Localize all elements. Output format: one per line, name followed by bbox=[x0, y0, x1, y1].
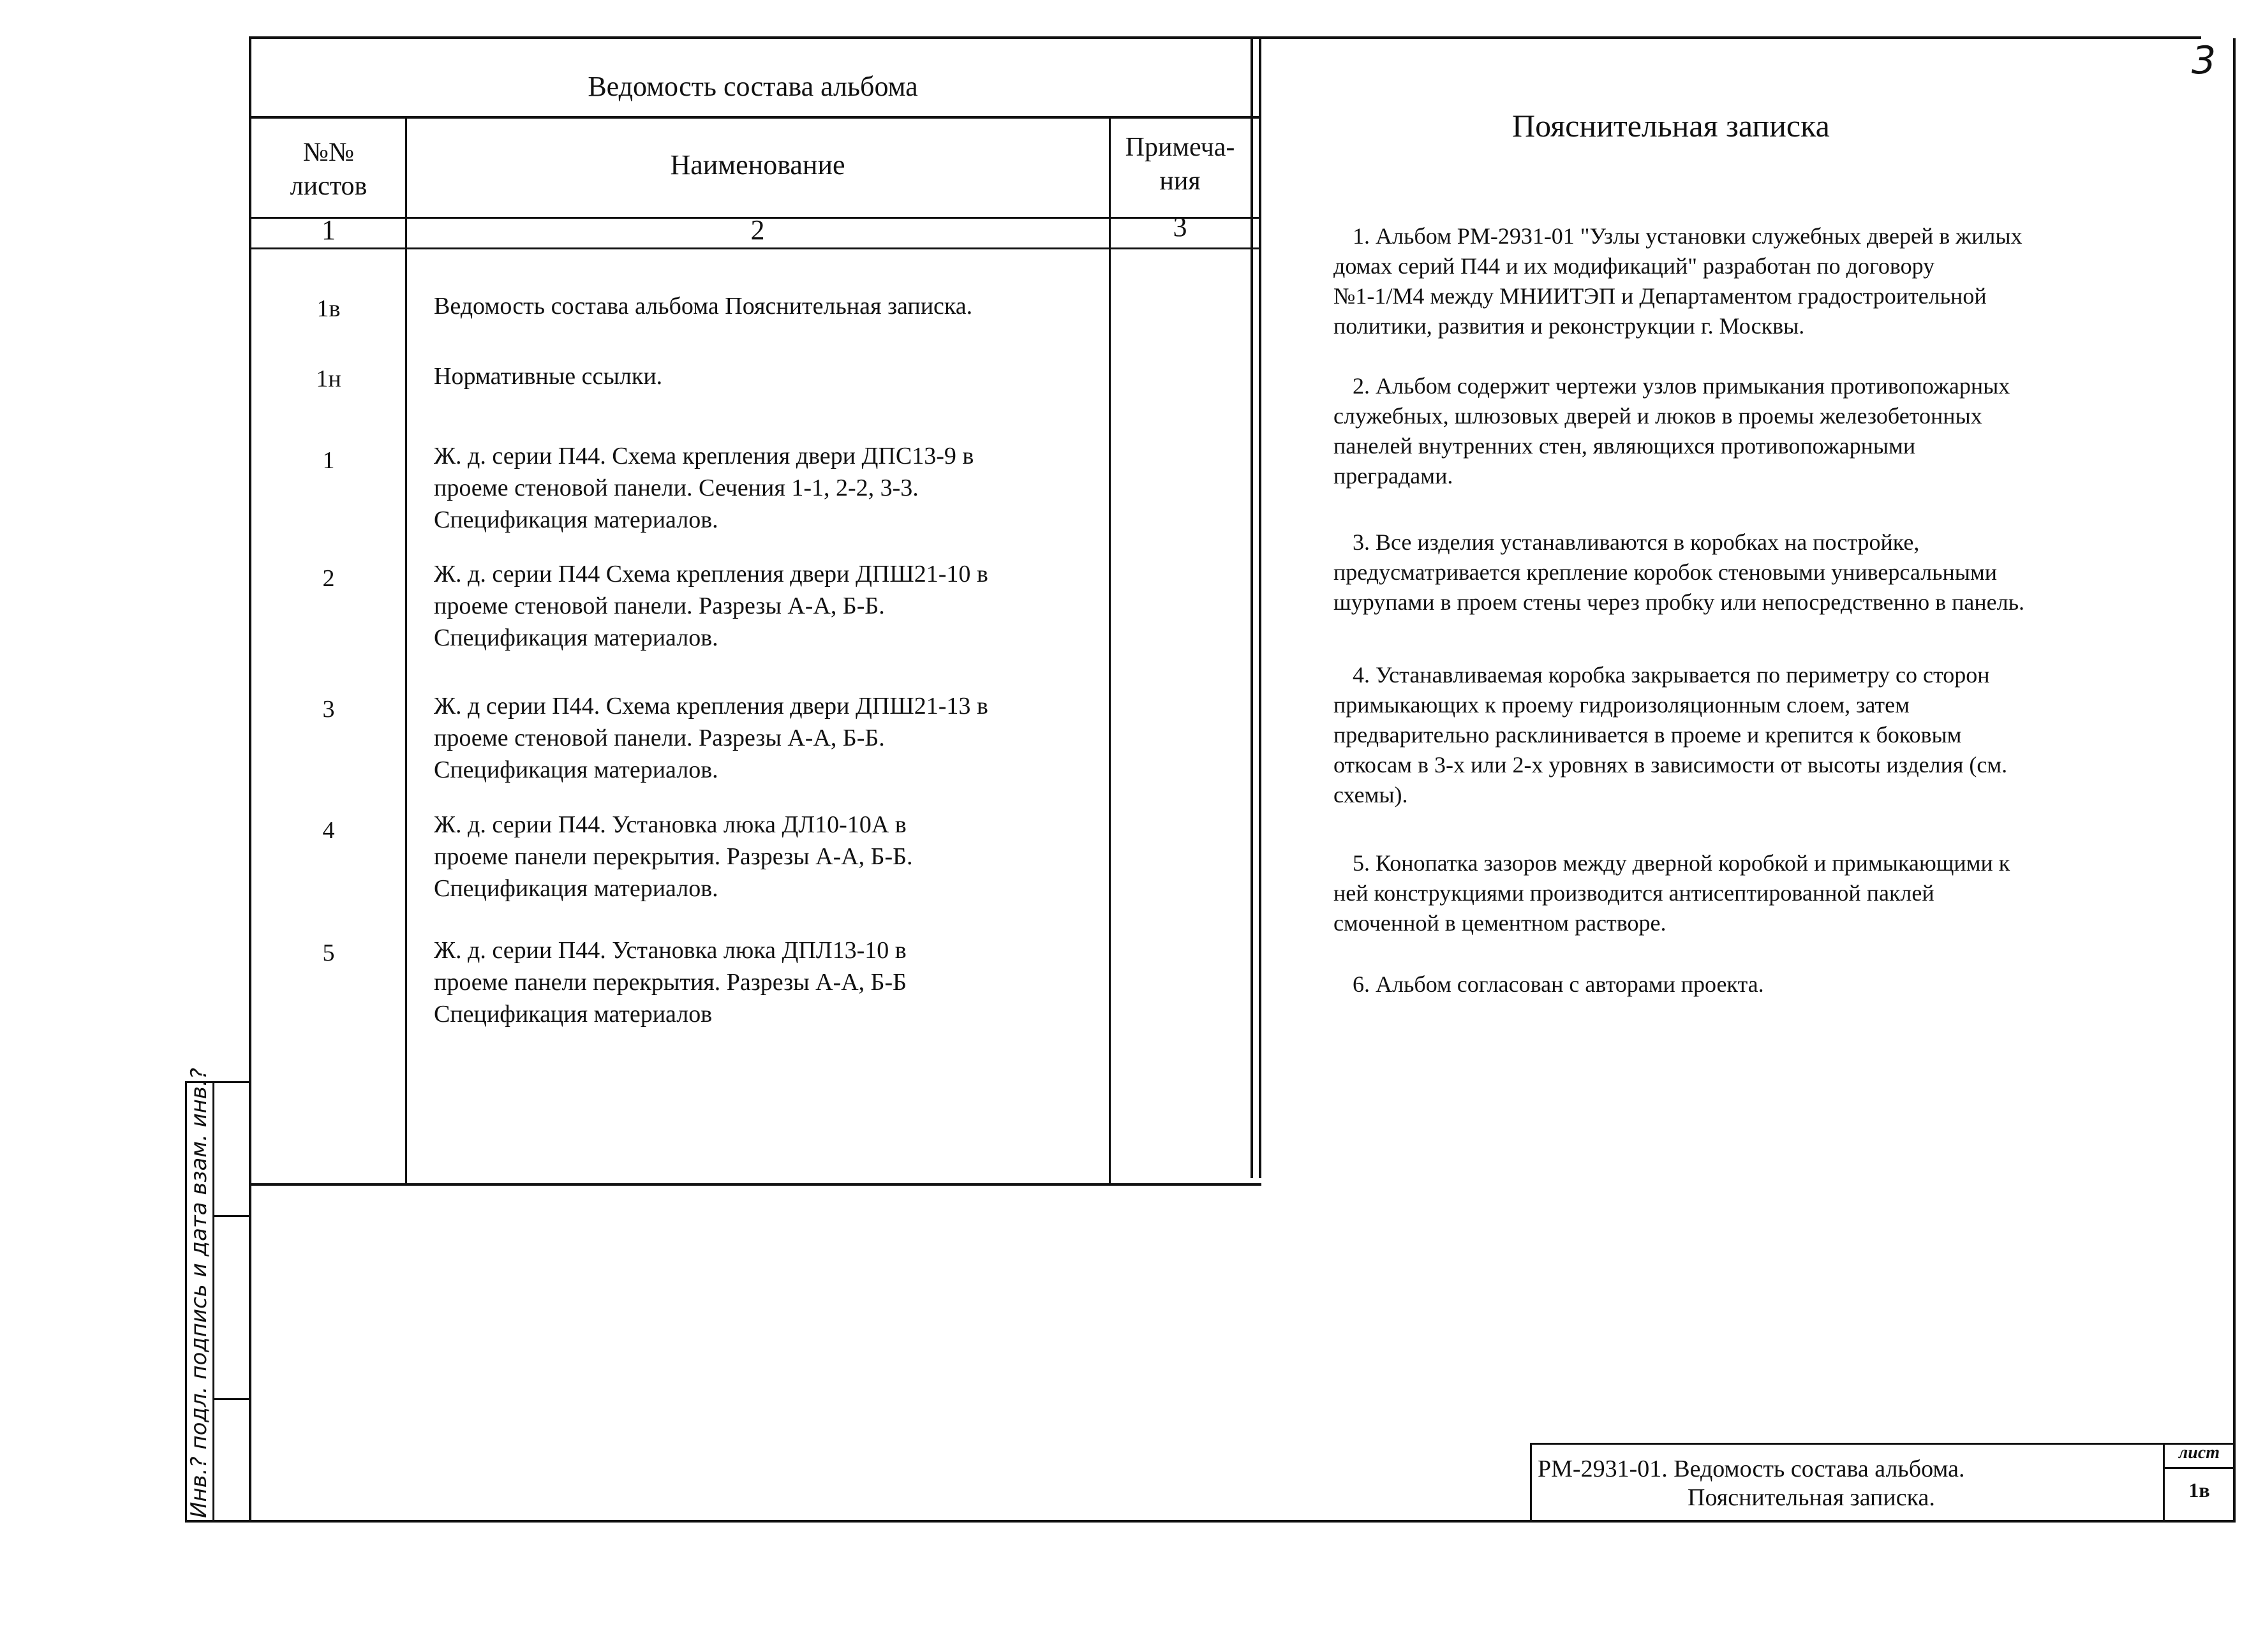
note-p5-line3: смоченной в цементном растворе. bbox=[1333, 910, 1666, 936]
row-2-line2: проеме стеновой панели. Разрезы А-А, Б-Б. bbox=[434, 593, 885, 619]
row-5-line3: Спецификация материалов bbox=[434, 1001, 713, 1028]
note-p4-line5: схемы). bbox=[1333, 782, 1408, 808]
row-1-line1: Ж. д. серии П44. Схема крепления двери ДПС13-9 в bbox=[434, 443, 974, 469]
note-p2-line4: преградами. bbox=[1333, 463, 1453, 489]
row-1v-line1: Ведомость состава альбома Пояснительная записка. bbox=[434, 293, 973, 320]
table-right-line-b bbox=[1259, 36, 1261, 1178]
side-stamp-text: Инв.? подл. подпись и дата взам. инв.? bbox=[186, 1068, 212, 1518]
row-5-line1: Ж. д. серии П44. Установка люка ДПЛ13-10 в bbox=[434, 937, 907, 964]
title-block-line1: РМ-2931-01. Ведомость состава альбома. bbox=[1538, 1456, 1965, 1482]
title-block-line2: Пояснительная записка. bbox=[1688, 1484, 1935, 1511]
table-right-line-a bbox=[1251, 36, 1253, 1178]
row-1-line2: проеме стеновой панели. Сечения 1-1, 2-2, 3-3. bbox=[434, 475, 919, 501]
row-5-line2: проеме панели перекрытия. Разрезы А-А, Б-Б bbox=[434, 969, 907, 996]
header-name: Наименование bbox=[670, 149, 845, 181]
note-p1-line3: №1-1/М4 между МНИИТЭП и Департаментом градостроительной bbox=[1333, 283, 1987, 309]
title-block-left-line bbox=[1530, 1443, 1532, 1521]
frame-right-line bbox=[2233, 38, 2236, 1521]
row-2-sheet: 2 bbox=[322, 565, 335, 592]
row-1n-line1: Нормативные ссылки. bbox=[434, 363, 663, 390]
header-sheets-line2: листов bbox=[290, 172, 367, 201]
column-number-3: 3 bbox=[1173, 211, 1187, 242]
header-sheets-line1: №№ bbox=[302, 138, 355, 167]
header-notes-line2: ния bbox=[1159, 166, 1201, 196]
title-block-top-line bbox=[1530, 1443, 2235, 1445]
note-p6-line1: 6. Альбом согласован с авторами проекта. bbox=[1353, 971, 1764, 997]
note-p1-line4: политики, развития и реконструкции г. Москвы. bbox=[1333, 313, 1805, 339]
frame-bottom-line bbox=[185, 1520, 2236, 1523]
title-block-sheet-value: 1в bbox=[2188, 1479, 2210, 1501]
note-p4-line2: примыкающих к проему гидроизоляционным слоем, затем bbox=[1333, 692, 1910, 718]
album-table-title: Ведомость состава альбома bbox=[588, 71, 918, 102]
row-3-line2: проеме стеновой панели. Разрезы А-А, Б-Б. bbox=[434, 725, 885, 751]
note-p4-line4: откосам в 3-х или 2-х уровнях в зависимости от высоты изделия (см. bbox=[1333, 752, 2008, 778]
note-p5-line1: 5. Конопатка зазоров между дверной коробкой и примыкающими к bbox=[1353, 850, 2010, 876]
frame-top-line bbox=[249, 36, 2201, 39]
row-4-line2: проеме панели перекрытия. Разрезы А-А, Б-Б. bbox=[434, 843, 913, 870]
explanatory-note-title: Пояснительная записка bbox=[1512, 108, 1830, 144]
table-col1-divider bbox=[405, 116, 407, 1184]
frame-left-line bbox=[249, 38, 251, 1522]
row-4-line1: Ж. д. серии П44. Установка люка ДЛ10-10А в bbox=[434, 811, 907, 838]
note-p4-line3: предварительно расклинивается в проеме и крепится к боковым bbox=[1333, 722, 1962, 748]
row-2-line1: Ж. д. серии П44 Схема крепления двери ДПШ21-10 в bbox=[434, 561, 988, 587]
page-number: 3 bbox=[2192, 38, 2216, 83]
row-1-sheet: 1 bbox=[322, 447, 335, 474]
title-block-sheet-mid-line bbox=[2163, 1467, 2234, 1469]
row-1n-sheet: 1н bbox=[316, 365, 341, 392]
note-p1-line2: домах серий П44 и их модификаций" разработан по договору bbox=[1333, 253, 1935, 279]
row-2-line3: Спецификация материалов. bbox=[434, 624, 718, 651]
note-p4-line1: 4. Устанавливаемая коробка закрывается по периметру со сторон bbox=[1353, 662, 1990, 688]
row-4-line3: Спецификация материалов. bbox=[434, 875, 718, 902]
row-3-sheet: 3 bbox=[322, 696, 335, 723]
header-notes-line1: Примеча- bbox=[1125, 133, 1235, 162]
note-p3-line1: 3. Все изделия устанавливаются в коробках на постройке, bbox=[1353, 529, 1920, 555]
row-1v-sheet: 1в bbox=[316, 295, 341, 322]
row-3-line1: Ж. д серии П44. Схема крепления двери ДПШ21-13 в bbox=[434, 693, 988, 719]
column-number-1: 1 bbox=[322, 214, 336, 246]
note-p1-line1: 1. Альбом РМ-2931-01 "Узлы установки служебных дверей в жилых bbox=[1353, 223, 2023, 249]
note-p2-line1: 2. Альбом содержит чертежи узлов примыкания противопожарных bbox=[1353, 373, 2010, 399]
title-block-sheet-label: лист bbox=[2178, 1443, 2220, 1463]
column-number-2: 2 bbox=[750, 214, 765, 246]
row-4-sheet: 4 bbox=[322, 817, 335, 844]
note-p3-line2: предусматривается крепление коробок стеновыми универсальными bbox=[1333, 559, 1998, 585]
note-p2-line2: служебных, шлюзовых дверей и люков в проемы железобетонных bbox=[1333, 403, 1982, 429]
row-3-line3: Спецификация материалов. bbox=[434, 756, 718, 783]
note-p2-line3: панелей внутренних стен, являющихся противопожарными bbox=[1333, 433, 1916, 459]
table-col2-divider bbox=[1109, 116, 1111, 1184]
note-p5-line2: ней конструкциями производится антисептированной паклей bbox=[1333, 880, 1934, 906]
row-1-line3: Спецификация материалов. bbox=[434, 506, 718, 533]
note-p3-line3: шурупами в проем стены через пробку или непосредственно в панель. bbox=[1333, 589, 2025, 615]
row-5-sheet: 5 bbox=[322, 940, 335, 966]
